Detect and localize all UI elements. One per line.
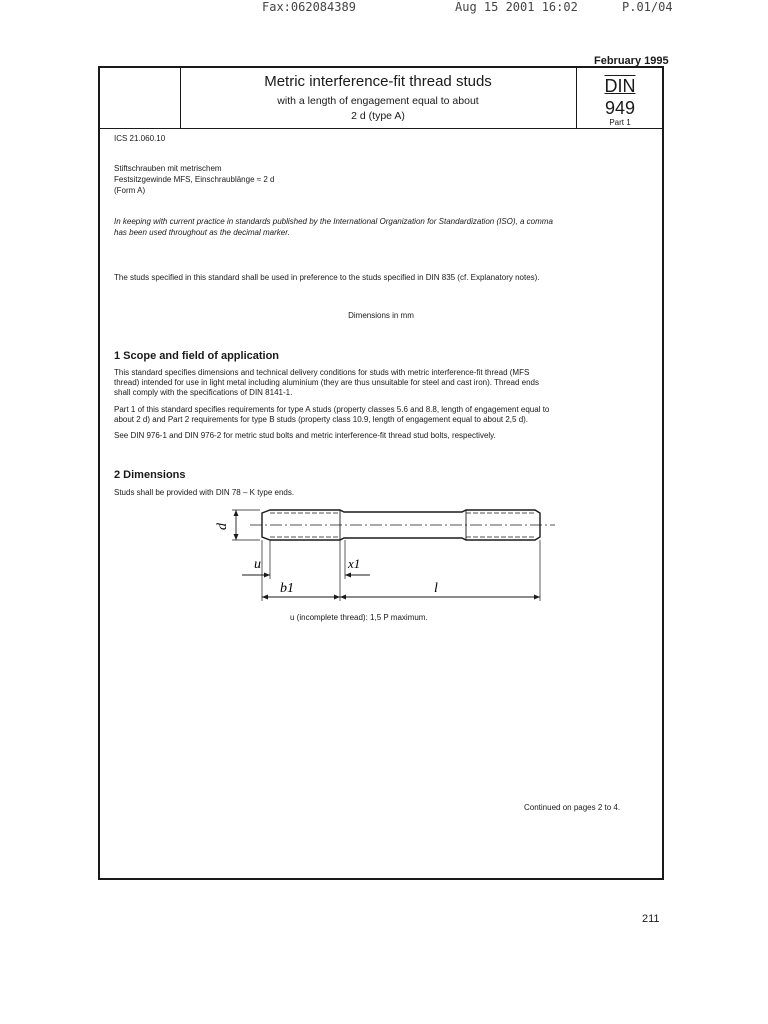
german-title-3: (Form A) (114, 186, 146, 195)
din-number-cell (576, 68, 663, 128)
label-x1: x1 (348, 556, 361, 571)
document-frame (98, 66, 664, 880)
header-box (100, 68, 662, 129)
document-subtitle-1: with a length of engagement equal to about (277, 95, 479, 107)
units-note: Dimensions in mm (348, 311, 414, 320)
publication-date: February 1995 (594, 55, 669, 67)
dimensions-intro: Studs shall be provided with DIN 78 – K type ends. (114, 488, 295, 497)
stud-drawing (210, 504, 650, 614)
din-part: Part 1 (609, 118, 631, 127)
page-number: 211 (642, 913, 660, 925)
scope-line-4: Part 1 of this standard specifies requirements for type A studs (property classes 5.6 and 8.8, length of engagement equal to (114, 405, 550, 414)
fax-page: P.01/04 (622, 0, 673, 14)
iso-note-line-1: In keeping with current practice in standards published by the International Organization for Standardization (ISO), a comma (114, 217, 553, 226)
scope-line-6: See DIN 976-1 and DIN 976-2 for metric stud bolts and metric interference-fit thread stud bolts, respectively. (114, 431, 496, 440)
fax-sender: Fax:062084389 (262, 0, 356, 14)
drawing-footnote: u (incomplete thread): 1,5 P maximum. (290, 613, 428, 622)
scope-line-3: shall comply with the specifications of DIN 8141-1. (114, 388, 293, 397)
german-title-2: Festsitzgewinde MFS, Einschraublänge ≈ 2 d (114, 175, 275, 184)
continued-note: Continued on pages 2 to 4. (524, 803, 621, 812)
label-d: d (215, 523, 230, 530)
din-label: DIN (604, 76, 636, 96)
section-2-heading: 2 Dimensions (114, 469, 186, 481)
label-u: u (254, 557, 261, 572)
german-title-1: Stiftschrauben mit metrischem (114, 164, 222, 173)
scope-line-1: This standard specifies dimensions and technical delivery conditions for studs with metric interference-fit thread (MFS (114, 368, 530, 377)
preference-note: The studs specified in this standard shall be used in preference to the studs specified in DIN 835 (cf. Explanatory notes). (114, 273, 540, 282)
scope-line-2: thread) intended for use in light metal including aluminium (they are thus unsuitable for steel and cast iron). Thread ends (114, 378, 539, 387)
fax-date: Aug 15 2001 16:02 (455, 0, 578, 14)
label-b1: b1 (280, 581, 294, 596)
document-title: Metric interference-fit thread studs (264, 73, 492, 90)
ics-code: ICS 21.060.10 (114, 134, 166, 143)
iso-note-line-2: has been used throughout as the decimal marker. (114, 228, 290, 237)
document-subtitle-2: 2 d (type A) (351, 110, 405, 122)
header-left-cell (100, 68, 181, 128)
din-number: 949 (604, 98, 636, 118)
section-1-heading: 1 Scope and field of application (114, 350, 280, 362)
scope-line-5: about 2 d) and Part 2 requirements for type B studs (property class 10.9, length of engagement equal to about 2,5 d). (114, 415, 529, 424)
label-l: l (434, 581, 438, 596)
